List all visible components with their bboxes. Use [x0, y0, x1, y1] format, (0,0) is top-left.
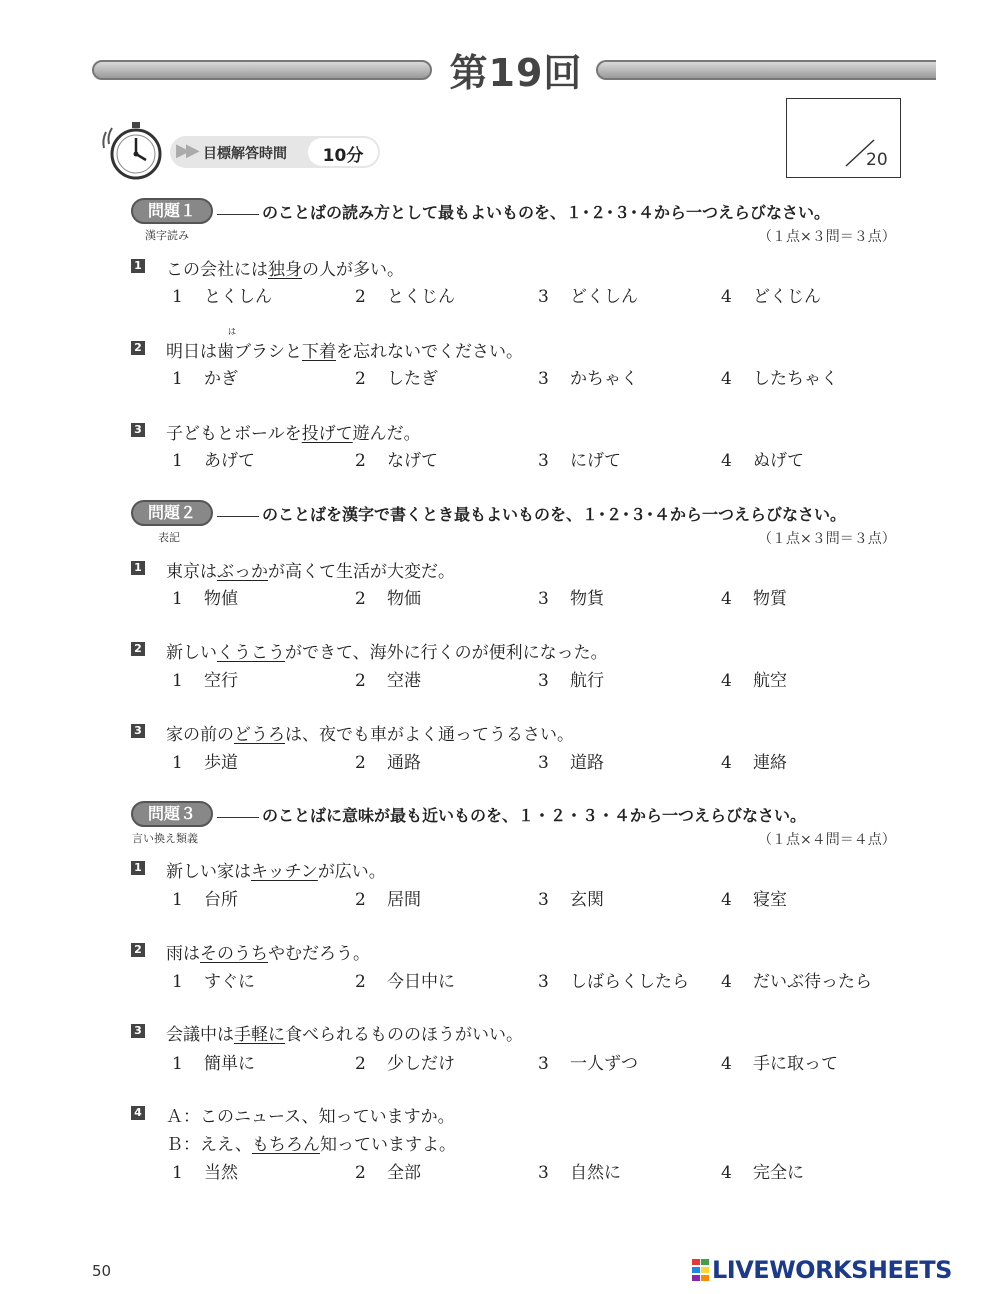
- section-points: （１点×３問＝３点）: [758, 229, 896, 245]
- blank-underline: [217, 799, 259, 818]
- answer-option[interactable]: 4 連絡: [721, 753, 787, 773]
- item-number: 2: [131, 642, 145, 656]
- section-badge: 問題３: [131, 801, 213, 827]
- section-subtitle: 漢字読み: [145, 229, 189, 242]
- target-word: ぶっか: [217, 562, 268, 582]
- answer-option[interactable]: 1 物値: [172, 589, 238, 609]
- answer-option[interactable]: 1 当然: [172, 1163, 238, 1183]
- question-stem: 明日は歯ブラシと下着を忘れないでください。: [166, 342, 523, 362]
- item-number: 3: [131, 724, 145, 738]
- answer-option[interactable]: 3 しばらくしたら: [538, 972, 689, 992]
- answer-option[interactable]: 3 道路: [538, 753, 604, 773]
- section-points: （１点×３問＝３点）: [758, 531, 896, 547]
- section-subtitle: 言い換え類義: [132, 832, 198, 845]
- answer-option[interactable]: 4 だいぶ待ったら: [721, 972, 872, 992]
- header-bar-left: [92, 60, 432, 80]
- answer-option[interactable]: 2 とくじん: [355, 287, 455, 307]
- answer-option[interactable]: 1 とくしん: [172, 287, 272, 307]
- chevron-right-icon: ▶▶: [176, 140, 196, 161]
- item-number: 4: [131, 1106, 145, 1120]
- goal-time-value: 10分: [322, 146, 364, 166]
- answer-option[interactable]: 3 一人ずつ: [538, 1054, 638, 1074]
- item-number: 2: [131, 341, 145, 355]
- target-word: もちろん: [252, 1135, 321, 1155]
- section-instruction: のことばの読み方として最もよいものを、１･２･３･４から一つえらびなさい。: [262, 203, 831, 222]
- header-bar-right: [596, 60, 936, 80]
- target-word: どうろ: [234, 725, 285, 745]
- score-total: 20: [866, 150, 888, 170]
- answer-option[interactable]: 2 物価: [355, 589, 421, 609]
- answer-option[interactable]: 3 かちゃく: [538, 369, 638, 389]
- section-points: （１点×４問＝４点）: [758, 832, 896, 848]
- question-stem: 子どもとボールを投げて遊んだ。: [166, 424, 421, 444]
- section-instruction: のことばに意味が最も近いものを、１・２・３・４から一つえらびなさい。: [262, 806, 807, 825]
- blank-underline: [217, 498, 259, 517]
- question-stem: 東京はぶっかが高くて生活が大変だ。: [166, 562, 455, 582]
- answer-option[interactable]: 4 どくじん: [721, 287, 821, 307]
- answer-option[interactable]: 2 居間: [355, 890, 421, 910]
- question-stem: Ｂ：ええ、もちろん知っていますよ。: [166, 1135, 457, 1155]
- dialogue-line-a: Ａ：このニュース、知っていますか。: [166, 1107, 455, 1127]
- answer-option[interactable]: 4 物質: [721, 589, 787, 609]
- answer-option[interactable]: 4 航空: [721, 671, 787, 691]
- liveworksheets-brand[interactable]: LIVEWORKSHEETS: [712, 1256, 952, 1284]
- target-word: 投げて: [301, 424, 353, 444]
- answer-option[interactable]: 3 自然に: [538, 1163, 621, 1183]
- item-number: 2: [131, 943, 145, 957]
- answer-option[interactable]: 2 したぎ: [355, 369, 438, 389]
- liveworksheets-logo-icon: [692, 1259, 710, 1281]
- answer-option[interactable]: 4 ぬげて: [721, 451, 804, 471]
- item-number: 3: [131, 1024, 145, 1038]
- answer-option[interactable]: 1 あげて: [172, 451, 255, 471]
- answer-option[interactable]: 2 通路: [355, 753, 421, 773]
- question-stem: 会議中は手軽に食べられるもののほうがいい。: [166, 1025, 523, 1045]
- section-badge: 問題１: [131, 198, 213, 224]
- answer-option[interactable]: 2 少しだけ: [355, 1054, 455, 1074]
- answer-option[interactable]: 3 玄関: [538, 890, 604, 910]
- question-stem: この会社には独身の人が多い。: [166, 260, 404, 280]
- target-word: 下着: [302, 342, 336, 362]
- answer-option[interactable]: 2 全部: [355, 1163, 421, 1183]
- answer-option[interactable]: 2 空港: [355, 671, 421, 691]
- answer-option[interactable]: 1 空行: [172, 671, 238, 691]
- answer-option[interactable]: 3 どくしん: [538, 287, 638, 307]
- answer-option[interactable]: 1 すぐに: [172, 972, 255, 992]
- item-number: 1: [131, 259, 145, 273]
- furigana: は: [228, 327, 236, 336]
- answer-option[interactable]: 2 今日中に: [355, 972, 455, 992]
- item-number: 1: [131, 561, 145, 575]
- answer-option[interactable]: 3 物貨: [538, 589, 604, 609]
- answer-option[interactable]: 1 かぎ: [172, 369, 238, 389]
- question-stem: 新しい家はキッチンが広い。: [166, 862, 386, 882]
- answer-option[interactable]: 4 完全に: [721, 1163, 804, 1183]
- answer-option[interactable]: 4 手に取って: [721, 1054, 838, 1074]
- answer-option[interactable]: 1 台所: [172, 890, 238, 910]
- goal-time-label: 目標解答時間: [203, 146, 287, 162]
- target-word: くうこう: [217, 643, 285, 663]
- section-subtitle: 表記: [158, 531, 180, 544]
- section-badge: 問題２: [131, 500, 213, 526]
- stopwatch-icon: [100, 118, 170, 182]
- item-number: 1: [131, 861, 145, 875]
- target-word: 独身: [268, 260, 302, 280]
- answer-option[interactable]: 1 歩道: [172, 753, 238, 773]
- answer-option[interactable]: 4 寝室: [721, 890, 787, 910]
- answer-option[interactable]: 1 簡単に: [172, 1054, 255, 1074]
- question-stem: 雨はそのうちやむだろう。: [166, 944, 370, 964]
- answer-option[interactable]: 3 にげて: [538, 451, 621, 471]
- target-word: そのうち: [200, 944, 268, 964]
- target-word: 手軽に: [234, 1025, 285, 1045]
- blank-underline: [217, 196, 259, 215]
- question-stem: 家の前のどうろは、夜でも車がよく通ってうるさい。: [166, 725, 574, 745]
- answer-option[interactable]: 3 航行: [538, 671, 604, 691]
- page-title: 第19回: [449, 51, 583, 95]
- target-word: キッチン: [251, 862, 318, 882]
- item-number: 3: [131, 423, 145, 437]
- page-number: 50: [92, 1262, 112, 1280]
- section-instruction: のことばを漢字で書くとき最もよいものを、１･２･３･４から一つえらびなさい。: [262, 505, 847, 524]
- answer-option[interactable]: 2 なげて: [355, 451, 438, 471]
- answer-option[interactable]: 4 したちゃく: [721, 369, 838, 389]
- question-stem: 新しいくうこうができて、海外に行くのが便利になった。: [166, 643, 608, 663]
